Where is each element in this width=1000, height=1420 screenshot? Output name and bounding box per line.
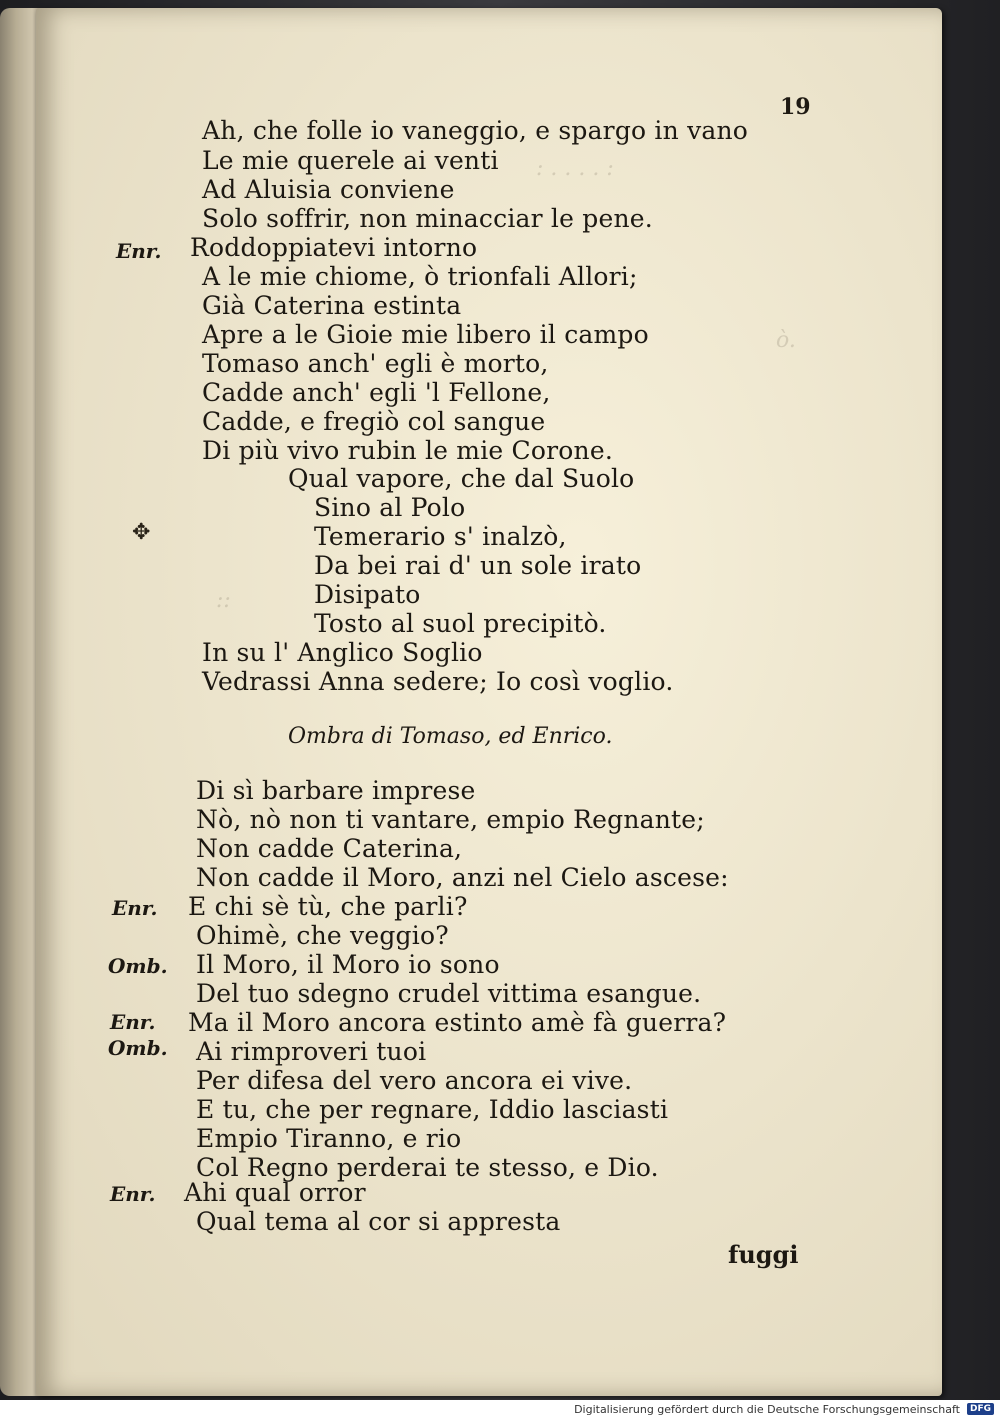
verse-line: Già Caterina estinta bbox=[202, 291, 462, 320]
verse-line: Ad Aluisia conviene bbox=[202, 175, 455, 204]
verse-line: Le mie querele ai venti bbox=[202, 146, 499, 175]
catchword: fuggi bbox=[728, 1240, 799, 1269]
verse-line: Non cadde Caterina, bbox=[196, 834, 463, 863]
speaker-label: Omb. bbox=[108, 954, 168, 978]
speaker-label: Enr. bbox=[112, 896, 158, 920]
verse-line: Cadde, e fregiò col sangue bbox=[202, 407, 546, 436]
verse-line: Per difesa del vero ancora ei vive. bbox=[196, 1066, 633, 1095]
page-number: 19 bbox=[780, 94, 811, 120]
verse-line: Tomaso anch' egli è morto, bbox=[202, 349, 549, 378]
verse-line: Col Regno perderai te stesso, e Dio. bbox=[196, 1153, 659, 1182]
aria-line: Sino al Polo bbox=[314, 493, 466, 522]
verse-line: Solo soffrir, non minacciar le pene. bbox=[202, 204, 653, 233]
verse-line: Apre a le Gioie mie libero il campo bbox=[202, 320, 649, 349]
dfg-logo-icon: DFG bbox=[967, 1403, 994, 1415]
speaker-label: Omb. bbox=[108, 1036, 168, 1060]
verse-line: Ah, che folle io vaneggio, e spargo in vano bbox=[202, 116, 749, 145]
verse-line: Ma il Moro ancora estinto amè fà guerra? bbox=[188, 1008, 727, 1037]
digitization-footer bbox=[0, 1400, 1000, 1420]
aria-line: Disipato bbox=[314, 580, 421, 609]
aria-line: Qual vapore, che dal Suolo bbox=[288, 464, 635, 493]
verse-line: Il Moro, il Moro io sono bbox=[196, 950, 500, 979]
verse-line: Qual tema al cor si appresta bbox=[196, 1207, 561, 1236]
verse-line: Nò, nò non ti vantare, empio Regnante; bbox=[196, 805, 705, 834]
verse-line: Di più vivo rubin le mie Corone. bbox=[202, 436, 613, 465]
funding-notice: Digitalisierung gefördert durch die Deutsche Forschungsgemeinschaft bbox=[574, 1403, 960, 1416]
verse-line: Cadde anch' egli 'l Fellone, bbox=[202, 378, 551, 407]
verse-line: Ahi qual orror bbox=[184, 1178, 366, 1207]
speaker-label: Enr. bbox=[110, 1010, 156, 1034]
verse-line: Vedrassi Anna sedere; Io così voglio. bbox=[202, 667, 674, 696]
aria-line: Tosto al suol precipitò. bbox=[314, 609, 607, 638]
verse-line: Ai rimproveri tuoi bbox=[196, 1037, 427, 1066]
show-through-text: :: bbox=[216, 588, 231, 613]
verse-line: Roddoppiatevi intorno bbox=[190, 233, 478, 262]
verse-line: A le mie chiome, ò trionfali Allori; bbox=[202, 262, 638, 291]
scene-heading: Ombra di Tomaso, ed Enrico. bbox=[288, 724, 613, 749]
verse-line: Ohimè, che veggio? bbox=[196, 921, 449, 950]
verse-line: Empio Tiranno, e rio bbox=[196, 1124, 462, 1153]
book-page bbox=[36, 8, 942, 1396]
aria-line: Da bei rai d' un sole irato bbox=[314, 551, 642, 580]
aria-line: Temerario s' inalzò, bbox=[314, 522, 567, 551]
speaker-label: Enr. bbox=[116, 239, 162, 263]
show-through-text: ò. bbox=[776, 328, 796, 353]
verse-line: E chi sè tù, che parli? bbox=[188, 892, 468, 921]
verse-line: E tu, che per regnare, Iddio lasciasti bbox=[196, 1095, 669, 1124]
ornament-icon: ✥ bbox=[132, 520, 151, 545]
verse-line: Non cadde il Moro, anzi nel Cielo ascese: bbox=[196, 863, 729, 892]
verse-line: Di sì barbare imprese bbox=[196, 776, 476, 805]
verse-line: In su l' Anglico Soglio bbox=[202, 638, 483, 667]
speaker-label: Enr. bbox=[110, 1182, 156, 1206]
show-through-text: : . . . . : bbox=[536, 156, 614, 181]
verse-line: Del tuo sdegno crudel vittima esangue. bbox=[196, 979, 702, 1008]
